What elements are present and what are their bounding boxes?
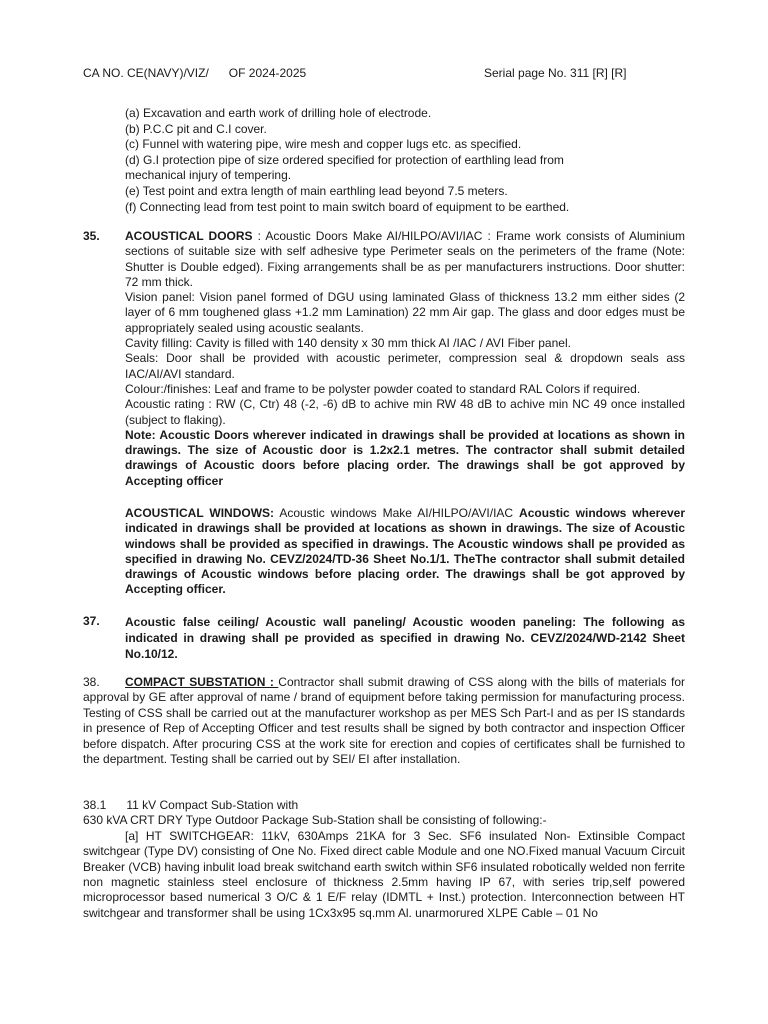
section-38-body: Contractor shall submit drawing of CSS along with the bills of materials for approval by GE after approval of name / brand of equipment before taking permission for manufacturing process. Testing of CSS shall be carried out at the manufacturer workshop as per MES Sch Part-I and as per IS standards in presence of Rep of Accepting Officer and test results shall be signed by both contractor and inspection Officer before dispatch. After procuring CSS at the work site for erection and copies of certificates shall be furnished to the department. Testing shall be carried out by SEI/ EI after installation. xyxy=(83,675,685,767)
list-item: (b) P.C.C pit and C.I cover. xyxy=(125,121,267,136)
section-38-1-heading: 38.1 11 kV Compact Sub-Station with xyxy=(83,798,299,812)
section-36-title: ACOUSTICAL WINDOWS: xyxy=(125,506,275,520)
section-38-1 xyxy=(83,798,685,921)
section-35-number: 35. xyxy=(83,229,100,243)
section-38-title: COMPACT SUBSTATION : xyxy=(125,675,279,689)
list-item: (f) Connecting lead from test point to main switch board of equipment to be earthed. xyxy=(125,199,570,214)
vision-panel-text: Vision panel: Vision panel formed of DGU using laminated Glass of thickness 13.2 mm either sides (2 layer of 6 mm toughened glass +1.2 mm Lamination) 22 mm Air gap. The glass and door edges must be appropriately sealed using acoustic sealants. xyxy=(125,290,685,335)
section-38-number: 38. xyxy=(83,675,100,689)
section-38 xyxy=(83,675,685,767)
section-38-1-subheading: 630 kVA CRT DRY Type Outdoor Package Sub-Station shall be consisting of following:- xyxy=(83,813,547,828)
section-35-intro: : Acoustic Doors Make AI/HILPO/AVI/IAC : Frame work consists of Aluminium sections of suitable size with self adhesive type Perimeter seals on the perimeters of the frame (Note: Shutter is Double edged). Fixing arrangements shall be as per manufacturers instructions. Door shutter: 72 mm thick. xyxy=(125,229,685,289)
section-35 xyxy=(125,229,685,489)
section-36 xyxy=(125,506,685,598)
section-35-title: ACOUSTICAL DOORS xyxy=(125,229,253,243)
colour-finish-text: Colour:/finishes: Leaf and frame to be polyster powder coated to standard RAL Colors if required. xyxy=(125,381,641,396)
section-37-number: 37. xyxy=(83,614,100,628)
ht-switchgear-text: [a] HT SWITCHGEAR: 11kV, 630Amps 21KA for 3 Sec. SF6 insulated Non- Extinsible Compact switchgear (Type DV) consisting of One No. Fixed direct cable Module and one NO.Fixed manual Vacuum Circuit Breaker (VCB) having inbulit load break switchand earth switch within SF6 insulated robotically welded non ferrite non magnetic stainless steel enclosure of thickness 2.5mm having IP 67, with series trip,self powered microprocessor based numerical 3 O/C & 1 E/F relay (IDMTL + Inst.) protection. Interconnection between HT switchgear and transformer shall be using 1Cx3x95 sq.mm Al. unarmorured XLPE Cable – 01 No xyxy=(83,828,685,920)
earthing-items-list xyxy=(125,106,685,215)
serial-page-number: Serial page No. 311 [R] [R] xyxy=(484,66,627,80)
seals-text: Seals: Door shall be provided with acoustic perimeter, compression seal & dropdown seals ass IAC/AI/AVI standard. xyxy=(125,351,685,381)
acoustic-rating-text: Acoustic rating : RW (C, Ctr) 48 (-2, -6) dB to achive min RW 48 dB to achive min NC 49 once installed (subject to flaking). xyxy=(125,397,685,427)
section-37: Acoustic false ceiling/ Acoustic wall paneling/ Acoustic wooden paneling: The following as indicated in drawing shall pe provided as specified in drawing No. CEVZ/2024/WD-2142 Sheet No.10/12. xyxy=(125,615,685,661)
section-35-note: Note: Acoustic Doors wherever indicated in drawings shall be provided at locations as shown in drawings. The size of Acoustic door is 1.2x2.1 metres. The contractor shall submit detailed drawings of Acoustic doors before placing order. The drawings shall be got approved by Accepting officer xyxy=(125,427,685,488)
section-36-body: Acoustic windows wherever indicated in drawings shall be provided at locations as shown in drawings. The size of Acoustic windows shall be provided as specified in drawings. The Acoustic windows shall pe provided as specified in drawing No. CEVZ/2024/TD-36 Sheet No.1/1. TheThe contractor shall submit detailed drawings of Acoustic windows before placing order. The drawings shall be got approved by Accepting officer. xyxy=(125,506,685,597)
list-item: mechanical injury of tempering. xyxy=(125,168,292,183)
cavity-filling-text: Cavity filling: Cavity is filled with 140 density x 30 mm thick AI /IAC / AVI Fiber panel. xyxy=(125,336,571,351)
list-item: (a) Excavation and earth work of drilling hole of electrode. xyxy=(125,106,432,120)
section-36-make: Acoustic windows Make AI/HILPO/AVI/IAC xyxy=(274,506,520,520)
list-item: (c) Funnel with watering pipe, wire mesh and copper lugs etc. as specified. xyxy=(125,137,522,152)
list-item: (e) Test point and extra length of main earthling lead beyond 7.5 meters. xyxy=(125,183,508,198)
contract-number: CA NO. CE(NAVY)/VIZ/ OF 2024-2025 xyxy=(83,66,307,80)
list-item: (d) G.I protection pipe of size ordered specified for protection of earthling lead from xyxy=(125,152,564,167)
